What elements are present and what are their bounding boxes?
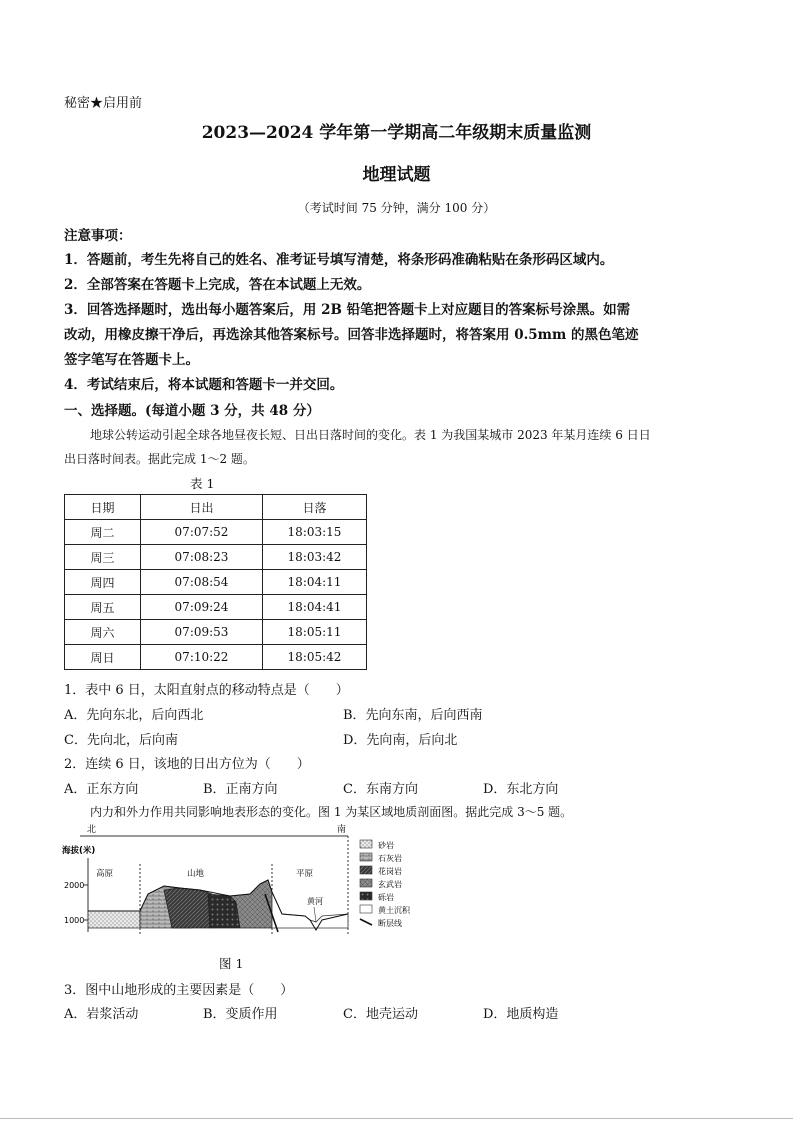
section-heading: 一、选择题。(每道小题 3 分，共 48 分）	[64, 403, 320, 419]
north-label: 北	[87, 825, 97, 835]
zone-plateau-label: 高原	[96, 869, 114, 879]
question-3-option-b: B．变质作用	[203, 1007, 278, 1022]
legend-swatch-sandstone	[360, 840, 372, 848]
question-1-stem: 1．表中 6 日，太阳直射点的移动特点是（ ）	[64, 683, 349, 698]
legend-swatch-conglomerate	[360, 892, 372, 900]
table-cell: 07:07:52	[141, 520, 263, 545]
notice-item-2: 2．全部答案在答题卡上完成，答在本试题上无效。	[64, 277, 371, 293]
table-cell: 周日	[65, 645, 141, 670]
south-label: 南	[337, 825, 347, 835]
notice-heading: 注意事项：	[64, 228, 132, 244]
legend-swatch-basalt	[360, 879, 372, 887]
legend-swatch-fault	[360, 919, 372, 925]
intro-line-2: 出日落时间表。据此完成 1～2 题。	[64, 452, 255, 466]
granite-core	[164, 888, 212, 928]
question-1-option-d: D．先向南，后向北	[343, 733, 458, 748]
question-1-option-b: B．先向东南，后向西南	[343, 708, 483, 723]
exam-title: 2023—2024 学年第一学期高二年级期末质量监测	[201, 123, 592, 143]
notice-item-4: 4．考试结束后，将本试题和答题卡一并交回。	[64, 377, 344, 393]
table-header: 日出	[141, 495, 263, 520]
zone-mountain-label: 山地	[187, 869, 205, 879]
question-2-option-d: D．东北方向	[483, 782, 559, 797]
table-cell: 周二	[65, 520, 141, 545]
table-header: 日落	[263, 495, 367, 520]
table-row	[65, 620, 367, 645]
river-pointer	[314, 907, 316, 922]
legend-label: 石灰岩	[378, 854, 402, 863]
y-tick-1000: 1000	[64, 916, 85, 925]
table-cell: 周三	[65, 545, 141, 570]
river-label: 黄河	[307, 897, 323, 906]
question-3-stem: 3．图中山地形成的主要因素是（ ）	[64, 983, 294, 998]
notice-item-1: 1．答题前，考生先将自己的姓名、准考证号填写清楚，将条形码准确粘贴在条形码区域内。	[64, 252, 614, 268]
table-cell: 18:05:11	[263, 620, 367, 645]
question-3-option-c: C．地壳运动	[343, 1007, 418, 1022]
legend-label: 砂岩	[378, 841, 394, 850]
question-2-option-c: C．东南方向	[343, 782, 418, 797]
intro-figure-1: 内力和外力作用共同影响地表形态的变化。图 1 为某区域地质剖面图。据此完成 3～5 题。	[90, 805, 573, 819]
y-tick-2000: 2000	[64, 881, 85, 890]
table-row	[65, 595, 367, 620]
question-2-option-a: A．正东方向	[64, 782, 139, 797]
legend-swatch-limestone	[360, 853, 372, 861]
table-cell: 周五	[65, 595, 141, 620]
exam-info: （考试时间 75 分钟，满分 100 分）	[297, 201, 496, 215]
question-1-option-c: C．先向北，后向南	[64, 733, 178, 748]
figure-caption: 图 1	[219, 956, 244, 971]
legend-swatch-granite	[360, 866, 372, 874]
question-1-option-a: A．先向东北，后向西北	[64, 708, 204, 723]
page-bottom-rule	[0, 1118, 793, 1119]
table-cell: 07:09:53	[141, 620, 263, 645]
legend-label: 黄土沉积	[378, 906, 410, 915]
table-cell: 18:04:11	[263, 570, 367, 595]
legend-label: 玄武岩	[378, 880, 402, 889]
table-cell: 18:04:41	[263, 595, 367, 620]
legend-label: 花岗岩	[378, 867, 402, 876]
legend	[360, 840, 411, 928]
question-3-option-d: D．地质构造	[483, 1007, 559, 1022]
sandstone-plateau	[88, 911, 140, 928]
table-header: 日期	[65, 495, 141, 520]
table-caption: 表 1	[190, 476, 215, 491]
question-2-option-b: B．正南方向	[203, 782, 278, 797]
y-axis-label: 海拔(米)	[62, 846, 96, 856]
zone-plain-label: 平原	[296, 869, 314, 879]
table-cell: 18:03:42	[263, 545, 367, 570]
geologic-profile-figure	[60, 822, 440, 947]
table-cell: 周四	[65, 570, 141, 595]
table-cell: 07:08:54	[141, 570, 263, 595]
legend-swatch-loess	[360, 905, 372, 913]
sunrise-sunset-table	[64, 494, 367, 670]
table-row	[65, 545, 367, 570]
notice-item-3-line-3: 签字笔写在答题卡上。	[64, 352, 199, 368]
subject-title: 地理试题	[362, 165, 431, 185]
intro-line-1: 地球公转运动引起全球各地昼夜长短、日出日落时间的变化。表 1 为我国某城市 2023 年某月连续 6 日日	[90, 428, 651, 442]
notice-item-3-line-1: 3．回答选择题时，选出每小题答案后，用 2B 铅笔把答题卡上对应题目的答案标号涂黑。如需	[64, 302, 631, 318]
table-cell: 18:03:15	[263, 520, 367, 545]
table-cell: 18:05:42	[263, 645, 367, 670]
secret-mark: 秘密★启用前	[64, 96, 143, 111]
table-header-row	[65, 495, 367, 520]
table-cell: 07:10:22	[141, 645, 263, 670]
table-cell: 周六	[65, 620, 141, 645]
table-row	[65, 570, 367, 595]
question-3-option-a: A．岩浆活动	[64, 1007, 139, 1022]
table-cell: 07:08:23	[141, 545, 263, 570]
table-row	[65, 645, 367, 670]
notice-item-3-line-2: 改动，用橡皮擦干净后，再选涂其他答案标号。回答非选择题时，将答案用 0.5mm 的黑色笔迹	[64, 327, 639, 343]
question-2-stem: 2．连续 6 日，该地的日出方位为（ ）	[64, 757, 310, 772]
table-cell: 07:09:24	[141, 595, 263, 620]
legend-label: 砾岩	[378, 893, 394, 902]
table-row	[65, 520, 367, 545]
legend-label: 断层线	[378, 919, 402, 928]
